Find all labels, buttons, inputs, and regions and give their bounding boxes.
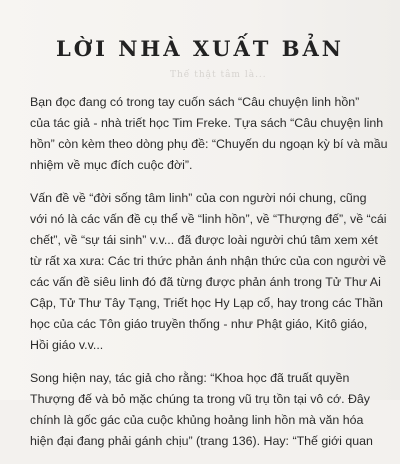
text-line: học của các Tôn giáo truyền thống - như Phật giáo, Kitô giáo, <box>30 317 368 331</box>
text-line: Thượng đế và bỏ mặc chúng ta trong vũ trụ tồn tại vô cớ. Đây <box>30 392 370 406</box>
text-line: Bạn đọc đang có trong tay cuốn sách “Câu chuyện linh hồn” <box>30 95 360 109</box>
text-line: các vấn đề siêu linh đó đã từng được phản ánh trong Tử Thư Ai <box>30 275 381 289</box>
text-line: Song hiện nay, tác giả cho rằng: “Khoa học đã truất quyền <box>30 371 350 385</box>
text-line: nhiệm về mục đích cuộc đời”. <box>30 158 193 172</box>
text-line: Cập, Tử Thư Tây Tạng, Triết học Hy Lạp cổ, hay trong các Thần <box>30 296 383 310</box>
text-line: chết”, về “sự tái sinh” v.v... đã được loài người chú tâm xem xét <box>30 233 378 247</box>
paragraph-1 <box>30 92 388 176</box>
page-title: LỜI NHÀ XUẤT BẢN <box>56 36 344 61</box>
text-line: hồn” còn kèm theo dòng phụ đề: “Chuyến du ngoạn kỳ bí và mầu <box>30 137 388 151</box>
text-line: của tác giả - nhà triết học Tim Freke. Tựa sách “Câu chuyện linh <box>30 116 384 130</box>
body-text <box>30 92 388 464</box>
text-line: từ rất xa xưa: Các tri thức phản ánh nhận thức của con người về <box>30 254 387 268</box>
paragraph-2 <box>30 188 388 356</box>
faint-bleed-through-text: Thế thật tâm là... <box>170 70 267 80</box>
text-line: với nó là các vấn đề cụ thể về “linh hồn”, về “Thượng đế”, về “cái <box>30 212 387 226</box>
paragraph-3 <box>30 368 388 452</box>
text-line: hiện đại đang phải gánh chịu” (trang 136). Hay: “Thế giới quan <box>30 434 373 448</box>
text-line: chính là gốc gác của cuộc khủng hoảng linh hồn mà văn hóa <box>30 413 364 427</box>
text-line: Hồi giáo v.v... <box>30 338 104 352</box>
text-line: Vấn đề về “đời sống tâm linh” của con người nói chung, cũng <box>30 191 367 205</box>
